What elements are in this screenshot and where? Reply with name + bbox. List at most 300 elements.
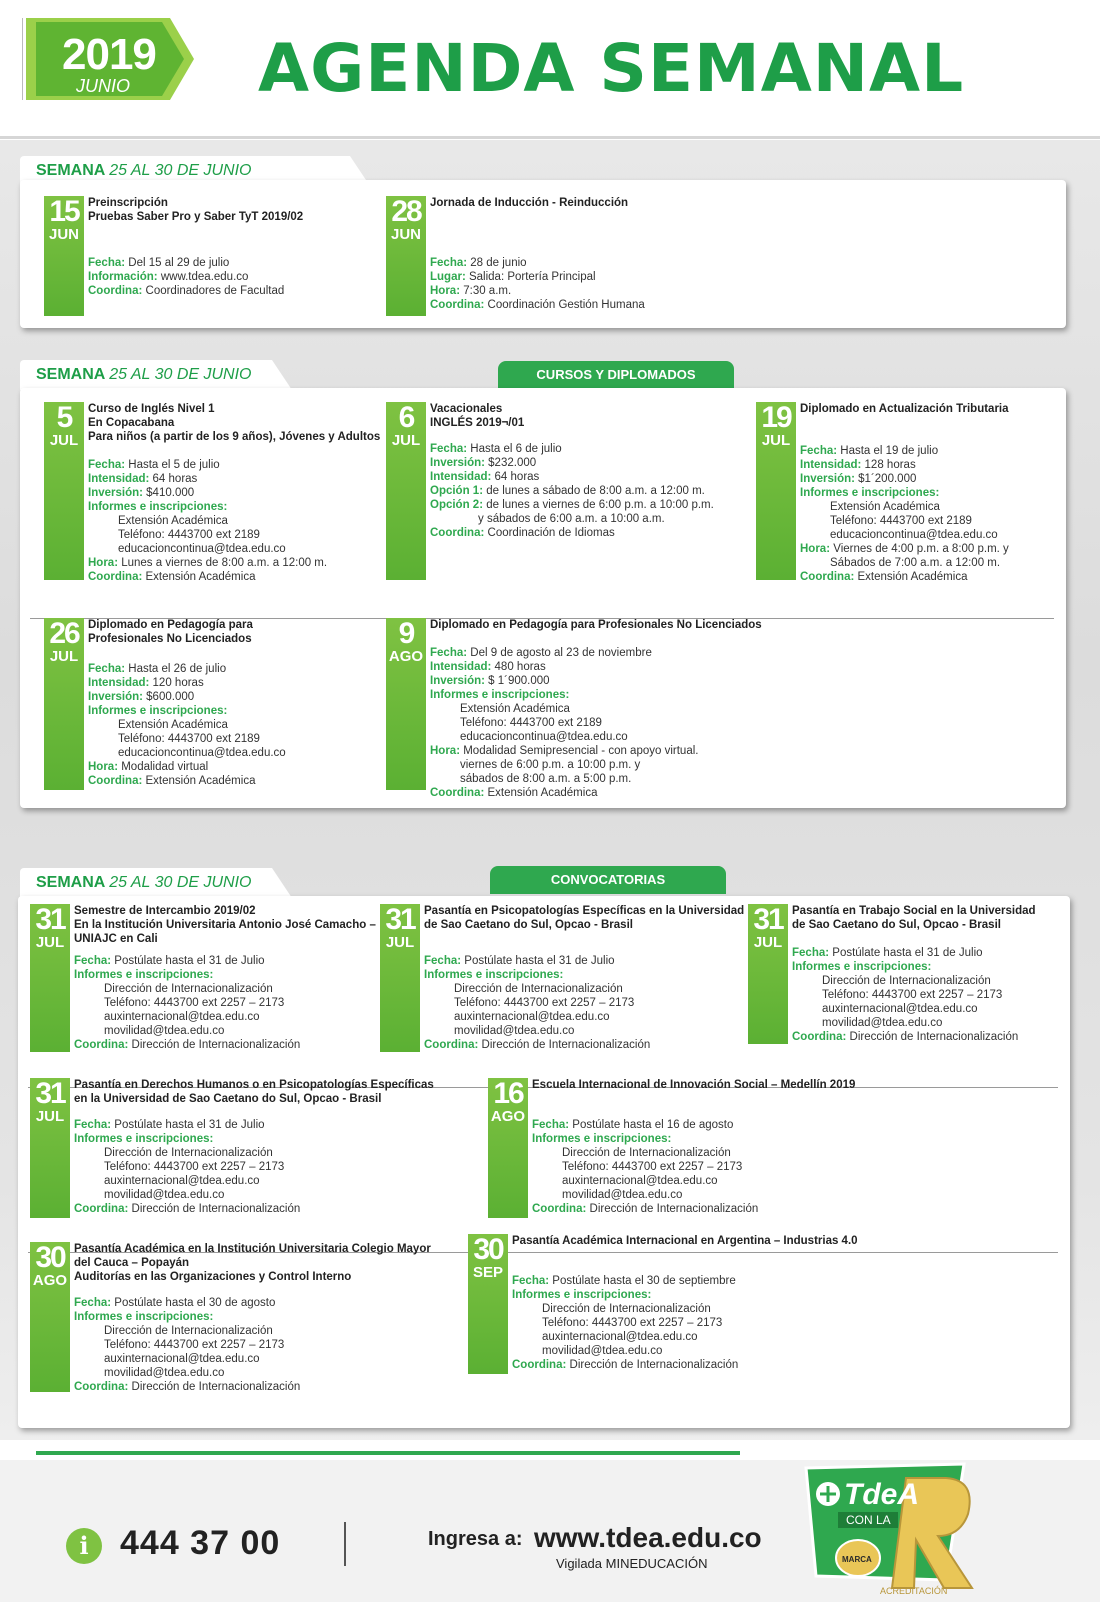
detail-line xyxy=(532,1188,758,1202)
detail-key: Coordina: xyxy=(74,1039,129,1051)
svg-text:MARCA: MARCA xyxy=(842,1555,872,1564)
detail-value: Extensión Académica xyxy=(854,571,968,583)
event-month: AGO xyxy=(32,1272,68,1289)
detail-line xyxy=(430,512,714,526)
event-title-line: Diplomado en Actualización Tributaria xyxy=(800,403,1009,415)
detail-line xyxy=(430,298,645,312)
detail-line xyxy=(430,484,714,498)
event-month: JUL xyxy=(385,934,415,951)
detail-key: Intensidad: xyxy=(800,459,862,471)
detail-line xyxy=(792,1030,1018,1044)
detail-value: Postúlate hasta el 31 de Julio xyxy=(461,955,615,967)
detail-key: Intensidad: xyxy=(430,661,492,673)
detail-value: Dirección de Internacionalización xyxy=(478,1039,651,1051)
detail-value: Hasta el 19 de julio xyxy=(837,445,939,457)
detail-key: Coordina: xyxy=(88,775,143,787)
detail-line xyxy=(430,284,645,298)
detail-line xyxy=(800,542,1009,556)
detail-line xyxy=(430,716,698,730)
event-title xyxy=(74,904,376,946)
detail-value: Extensión Académica xyxy=(830,501,940,513)
detail-line xyxy=(800,556,1009,570)
detail-value: Hasta el 5 de julio xyxy=(125,459,220,471)
detail-line xyxy=(74,1338,300,1352)
detail-value: y sábados de 6:00 a.m. a 10:00 a.m. xyxy=(478,513,665,525)
detail-value: Coordinación de Idiomas xyxy=(484,527,615,539)
detail-key: Informes e inscripciones: xyxy=(74,1311,214,1323)
detail-key: Información: xyxy=(88,271,158,283)
detail-value: Dirección de Internacionalización xyxy=(104,1325,273,1337)
event-day: 16 xyxy=(493,1077,523,1110)
detail-key: Fecha: xyxy=(88,257,126,269)
detail-value: Dirección de Internacionalización xyxy=(542,1303,711,1315)
event-title-line: Pruebas Saber Pro y Saber TyT 2019/02 xyxy=(88,211,304,223)
detail-line xyxy=(74,1296,300,1310)
event-title xyxy=(88,196,303,224)
detail-value: Modalidad Semipresencial - con apoyo virtual. xyxy=(460,745,699,757)
detail-line xyxy=(512,1302,738,1316)
event-month: SEP xyxy=(472,1264,503,1281)
detail-line xyxy=(512,1316,738,1330)
event-details xyxy=(74,1118,300,1216)
detail-value: auxinternacional@tdea.edu.co xyxy=(104,1011,260,1023)
detail-line xyxy=(430,772,698,786)
detail-line xyxy=(800,444,1009,458)
event-details xyxy=(88,662,286,788)
detail-key: Coordina: xyxy=(430,299,485,311)
detail-key: Intensidad: xyxy=(88,677,150,689)
detail-line xyxy=(800,486,1009,500)
detail-line xyxy=(424,1010,650,1024)
detail-value: $1´200.000 xyxy=(854,473,917,485)
detail-line xyxy=(430,498,714,512)
event-title-line: Pasantía Académica en la Institución Universitaria Colegio Mayor xyxy=(74,1243,431,1255)
detail-line xyxy=(88,732,286,746)
detail-key: Fecha: xyxy=(88,459,126,471)
detail-key: Inversión: xyxy=(430,675,485,687)
event-day: 19 xyxy=(761,401,791,434)
detail-value: Dirección de Internacionalización xyxy=(566,1359,739,1371)
detail-line xyxy=(512,1288,738,1302)
detail-line xyxy=(74,996,300,1010)
detail-line xyxy=(88,662,286,676)
detail-value: 128 horas xyxy=(861,459,916,471)
event-title-line: INGLÉS 2019¬/01 xyxy=(430,417,525,429)
detail-line xyxy=(74,1132,300,1146)
detail-value: Salida: Portería Principal xyxy=(465,271,596,283)
week-tab-slope xyxy=(262,868,292,898)
footer-ingresa-label: Ingresa a: xyxy=(428,1528,523,1550)
detail-key: Fecha: xyxy=(74,955,112,967)
event-details xyxy=(800,444,1009,584)
detail-key: Hora: xyxy=(430,745,461,757)
detail-line xyxy=(74,1174,300,1188)
detail-value: Postúlate hasta el 31 de Julio xyxy=(111,955,265,967)
detail-value: Dirección de Internacionalización xyxy=(104,1147,273,1159)
event-title-line: Pasantía en Trabajo Social en la Universidad xyxy=(792,905,1036,917)
detail-line xyxy=(800,528,1009,542)
detail-value: movilidad@tdea.edu.co xyxy=(104,1189,225,1201)
detail-line xyxy=(74,1188,300,1202)
event-title-line: de Sao Caetano do Sul, Opcao - Brasil xyxy=(792,919,1001,931)
event-details xyxy=(430,646,698,800)
event-title-line: en la Universidad de Sao Caetano do Sul, Opcao - Brasil xyxy=(74,1093,382,1105)
event-title-line: de Sao Caetano do Sul, Opcao - Brasil xyxy=(424,919,633,931)
detail-line xyxy=(430,688,698,702)
detail-value: 64 horas xyxy=(149,473,198,485)
event-title xyxy=(74,1078,434,1106)
event-title xyxy=(532,1078,855,1092)
detail-line xyxy=(800,570,1009,584)
detail-line xyxy=(430,456,714,470)
detail-key: Inversión: xyxy=(88,487,143,499)
event-day: 30 xyxy=(473,1233,503,1266)
event-title-line: Curso de Inglés Nivel 1 xyxy=(88,403,215,415)
event-title xyxy=(792,904,1036,932)
detail-line xyxy=(88,556,327,570)
detail-line xyxy=(532,1118,758,1132)
detail-key: Informes e inscripciones: xyxy=(532,1133,672,1145)
detail-key: Fecha: xyxy=(512,1275,550,1287)
detail-value: Extensión Académica xyxy=(118,515,228,527)
detail-line xyxy=(424,954,650,968)
detail-line xyxy=(88,528,327,542)
detail-line xyxy=(88,472,327,486)
detail-line xyxy=(430,786,698,800)
detail-key: Coordina: xyxy=(424,1039,479,1051)
detail-value: auxinternacional@tdea.edu.co xyxy=(822,1003,978,1015)
week-tab-slope xyxy=(262,360,292,390)
detail-line xyxy=(430,646,698,660)
detail-value: Teléfono: 4443700 ext 2257 – 2173 xyxy=(104,1339,285,1351)
detail-key: Fecha: xyxy=(430,257,468,269)
event-title xyxy=(430,196,628,210)
detail-key: Informes e inscripciones: xyxy=(88,705,228,717)
detail-line xyxy=(74,1202,300,1216)
detail-line xyxy=(532,1146,758,1160)
detail-line xyxy=(74,954,300,968)
detail-value: educacioncontinua@tdea.edu.co xyxy=(118,543,286,555)
detail-value: Dirección de Internacionalización xyxy=(562,1147,731,1159)
detail-line xyxy=(88,718,286,732)
detail-key: Informes e inscripciones: xyxy=(88,501,228,513)
detail-value: auxinternacional@tdea.edu.co xyxy=(454,1011,610,1023)
detail-line xyxy=(74,1160,300,1174)
detail-key: Coordina: xyxy=(512,1359,567,1371)
event-title-line: Auditorías en las Organizaciones y Control Interno xyxy=(74,1271,352,1283)
detail-line xyxy=(88,256,284,270)
detail-value: Hasta el 6 de julio xyxy=(467,443,562,455)
event-title-line: Jornada de Inducción - Reinducción xyxy=(430,197,629,209)
detail-key: Coordina: xyxy=(532,1203,587,1215)
event-title-line: del Cauca – Popayán xyxy=(74,1257,190,1269)
detail-value: $232.000 xyxy=(484,457,537,469)
detail-value: Dirección de Internacionalización xyxy=(846,1031,1019,1043)
detail-value: educacioncontinua@tdea.edu.co xyxy=(830,529,998,541)
detail-line xyxy=(430,526,714,540)
event-day: 31 xyxy=(35,1077,65,1110)
detail-line xyxy=(88,746,286,760)
detail-value: Hasta el 26 de julio xyxy=(125,663,227,675)
event-details xyxy=(74,1296,300,1394)
detail-key: Informes e inscripciones: xyxy=(792,961,932,973)
detail-value: educacioncontinua@tdea.edu.co xyxy=(460,731,628,743)
event-title xyxy=(512,1234,858,1248)
detail-value: Postúlate hasta el 16 de agosto xyxy=(569,1119,734,1131)
event-month: JUL xyxy=(391,432,421,449)
detail-line xyxy=(88,542,327,556)
detail-line xyxy=(74,982,300,996)
detail-value: de lunes a sábado de 8:00 a.m. a 12:00 m. xyxy=(483,485,705,497)
detail-line xyxy=(532,1160,758,1174)
detail-line xyxy=(532,1174,758,1188)
detail-line xyxy=(800,514,1009,528)
detail-value: Teléfono: 4443700 ext 2257 – 2173 xyxy=(104,997,285,1009)
detail-value: Modalidad virtual xyxy=(118,761,209,773)
detail-value: Extensión Académica xyxy=(118,719,228,731)
detail-value: Postúlate hasta el 30 de septiembre xyxy=(549,1275,736,1287)
detail-line xyxy=(430,702,698,716)
detail-key: Fecha: xyxy=(800,445,838,457)
detail-value: movilidad@tdea.edu.co xyxy=(104,1025,225,1037)
event-day: 31 xyxy=(753,903,783,936)
tdea-logo xyxy=(796,1456,986,1596)
detail-line xyxy=(74,1380,300,1394)
detail-line xyxy=(88,676,286,690)
detail-value: Viernes de 4:00 p.m. a 8:00 p.m. y xyxy=(830,543,1009,555)
detail-key: Fecha: xyxy=(424,955,462,967)
week-label: SEMANA 25 AL 30 DE JUNIO xyxy=(36,874,252,891)
detail-value: 28 de junio xyxy=(467,257,527,269)
event-title xyxy=(800,402,1009,416)
event-day: 6 xyxy=(398,401,414,434)
event-details xyxy=(430,442,714,540)
event-details xyxy=(792,946,1018,1044)
event-details xyxy=(74,954,300,1052)
detail-value: Postúlate hasta el 31 de Julio xyxy=(111,1119,265,1131)
detail-line xyxy=(532,1202,758,1216)
detail-line xyxy=(74,1146,300,1160)
detail-value: Del 15 al 29 de julio xyxy=(125,257,230,269)
detail-line xyxy=(800,472,1009,486)
detail-key: Opción 2: xyxy=(430,499,484,511)
event-title xyxy=(424,904,744,932)
detail-line xyxy=(792,988,1018,1002)
detail-line xyxy=(792,960,1018,974)
event-day: 30 xyxy=(35,1241,65,1274)
detail-value: Dirección de Internacionalización xyxy=(586,1203,759,1215)
detail-line xyxy=(512,1274,738,1288)
event-month: JUN xyxy=(48,226,79,243)
detail-line xyxy=(792,1016,1018,1030)
detail-value: Teléfono: 4443700 ext 2257 – 2173 xyxy=(542,1317,723,1329)
event-details xyxy=(88,458,327,584)
event-title-line: Pasantía en Derechos Humanos o en Psicopatologías Específicas xyxy=(74,1079,434,1091)
detail-value: movilidad@tdea.edu.co xyxy=(454,1025,575,1037)
event-month: JUL xyxy=(49,432,79,449)
svg-text:CON LA: CON LA xyxy=(846,1513,891,1527)
detail-value: Postúlate hasta el 31 de Julio xyxy=(829,947,983,959)
event-day: 9 xyxy=(398,617,414,650)
event-day: 15 xyxy=(49,195,79,228)
event-details xyxy=(430,256,645,312)
detail-value: $ 1´900.000 xyxy=(484,675,550,687)
detail-key: Informes e inscripciones: xyxy=(74,969,214,981)
event-details xyxy=(512,1274,738,1372)
detail-value: Extensión Académica xyxy=(460,703,570,715)
tab-convocatorias: CONVOCATORIAS xyxy=(490,866,726,894)
detail-value: movilidad@tdea.edu.co xyxy=(104,1367,225,1379)
detail-key: Fecha: xyxy=(74,1297,112,1309)
detail-value: Teléfono: 4443700 ext 2189 xyxy=(460,717,602,729)
detail-line xyxy=(512,1358,738,1372)
detail-value: Extensión Académica xyxy=(142,775,256,787)
event-month: JUL xyxy=(753,934,783,951)
detail-value: Postúlate hasta el 30 de agosto xyxy=(111,1297,276,1309)
event-details xyxy=(424,954,650,1052)
year-number: 2019 xyxy=(62,30,156,79)
detail-line xyxy=(424,968,650,982)
event-month: JUN xyxy=(390,226,421,243)
detail-key: Lugar: xyxy=(430,271,466,283)
detail-line xyxy=(74,1366,300,1380)
detail-line xyxy=(430,442,714,456)
detail-line xyxy=(74,1038,300,1052)
detail-line xyxy=(88,500,327,514)
detail-line xyxy=(74,968,300,982)
detail-value: Teléfono: 4443700 ext 2257 – 2173 xyxy=(104,1161,285,1173)
detail-key: Coordina: xyxy=(430,787,485,799)
detail-value: Dirección de Internacionalización xyxy=(128,1039,301,1051)
detail-key: Informes e inscripciones: xyxy=(74,1133,214,1145)
detail-value: Dirección de Internacionalización xyxy=(104,983,273,995)
detail-key: Coordina: xyxy=(74,1203,129,1215)
detail-key: Fecha: xyxy=(74,1119,112,1131)
detail-line xyxy=(430,744,698,758)
detail-key: Coordina: xyxy=(430,527,485,539)
detail-key: Inversión: xyxy=(430,457,485,469)
detail-line xyxy=(74,1010,300,1024)
detail-key: Opción 1: xyxy=(430,485,484,497)
detail-line xyxy=(792,946,1018,960)
event-title-line: En Copacabana xyxy=(88,417,175,429)
detail-line xyxy=(88,704,286,718)
detail-line xyxy=(424,996,650,1010)
detail-key: Fecha: xyxy=(430,443,468,455)
event-title-line: UNIAJC en Cali xyxy=(74,933,158,945)
tab-cursos-diplomados: CURSOS Y DIPLOMADOS xyxy=(498,361,734,389)
detail-line xyxy=(430,674,698,688)
detail-line xyxy=(430,270,645,284)
detail-value: Extensión Académica xyxy=(142,571,256,583)
detail-value: Coordinación Gestión Humana xyxy=(484,299,645,311)
event-title-line: Pasantía en Psicopatologías Específicas en la Universidad xyxy=(424,905,745,917)
week-label: SEMANA 25 AL 30 DE JUNIO xyxy=(36,162,252,179)
detail-value: viernes de 6:00 p.m. a 10:00 p.m. y xyxy=(460,759,641,771)
event-month: JUL xyxy=(761,432,791,449)
detail-line xyxy=(800,500,1009,514)
event-title-line: Diplomado en Pedagogía para xyxy=(88,619,253,631)
detail-value: $410.000 xyxy=(142,487,195,499)
event-title xyxy=(74,1242,431,1284)
event-day: 31 xyxy=(35,903,65,936)
detail-key: Hora: xyxy=(430,285,461,297)
detail-key: Coordina: xyxy=(74,1381,129,1393)
detail-value: de lunes a viernes de 6:00 p.m. a 10:00 p.m. xyxy=(483,499,714,511)
event-day: 5 xyxy=(56,401,72,434)
event-title-line: Vacacionales xyxy=(430,403,503,415)
detail-key: Hora: xyxy=(88,761,119,773)
event-month: JUL xyxy=(35,1108,65,1125)
detail-key: Intensidad: xyxy=(88,473,150,485)
event-title-line: Profesionales No Licenciados xyxy=(88,633,252,645)
footer-phone: 444 37 00 xyxy=(120,1524,281,1562)
detail-key: Fecha: xyxy=(88,663,126,675)
detail-line xyxy=(532,1132,758,1146)
event-month: AGO xyxy=(388,648,424,665)
detail-line xyxy=(88,486,327,500)
detail-value: www.tdea.edu.co xyxy=(157,271,249,283)
detail-line xyxy=(424,1038,650,1052)
detail-value: 64 horas xyxy=(491,471,540,483)
event-day: 31 xyxy=(385,903,415,936)
detail-line xyxy=(88,284,284,298)
event-title-line: Diplomado en Pedagogía para Profesionales No Licenciados xyxy=(430,619,762,631)
detail-key: Informes e inscripciones: xyxy=(512,1289,652,1301)
detail-line xyxy=(430,470,714,484)
detail-line xyxy=(430,660,698,674)
detail-value: Teléfono: 4443700 ext 2189 xyxy=(118,733,260,745)
detail-value: movilidad@tdea.edu.co xyxy=(822,1017,943,1029)
detail-line xyxy=(430,256,645,270)
event-title-line: En la Institución Universitaria Antonio José Camacho – xyxy=(74,919,376,931)
event-month: JUL xyxy=(49,648,79,665)
detail-key: Coordina: xyxy=(88,571,143,583)
detail-key: Coordina: xyxy=(88,285,143,297)
detail-value: Extensión Académica xyxy=(484,787,598,799)
detail-value: Sábados de 7:00 a.m. a 12:00 m. xyxy=(830,557,1001,569)
detail-key: Coordina: xyxy=(800,571,855,583)
event-month: AGO xyxy=(490,1108,526,1125)
year-month: JUNIO xyxy=(76,76,130,96)
event-day: 28 xyxy=(391,195,421,228)
detail-value: auxinternacional@tdea.edu.co xyxy=(542,1331,698,1343)
event-title xyxy=(430,618,762,632)
page-title: AGENDA SEMANAL xyxy=(258,30,965,107)
detail-value: 480 horas xyxy=(491,661,546,673)
event-details xyxy=(532,1118,758,1216)
detail-value: Dirección de Internacionalización xyxy=(822,975,991,987)
detail-line xyxy=(74,1118,300,1132)
detail-line xyxy=(74,1024,300,1038)
event-title-line: Escuela Internacional de Innovación Social – Medellín 2019 xyxy=(532,1079,856,1091)
detail-line xyxy=(800,458,1009,472)
detail-key: Fecha: xyxy=(430,647,468,659)
detail-line xyxy=(88,760,286,774)
detail-line xyxy=(88,774,286,788)
detail-value: Del 9 de agosto al 23 de noviembre xyxy=(467,647,652,659)
event-day: 26 xyxy=(49,617,79,650)
footer-website-link[interactable]: www.tdea.edu.co xyxy=(534,1522,762,1553)
detail-value: Dirección de Internacionalización xyxy=(128,1203,301,1215)
detail-line xyxy=(88,458,327,472)
detail-key: Inversión: xyxy=(88,691,143,703)
footer-line xyxy=(36,1451,740,1455)
footer-separator xyxy=(344,1522,346,1566)
detail-key: Fecha: xyxy=(532,1119,570,1131)
event-title xyxy=(430,402,524,430)
header-divider xyxy=(0,136,1100,139)
